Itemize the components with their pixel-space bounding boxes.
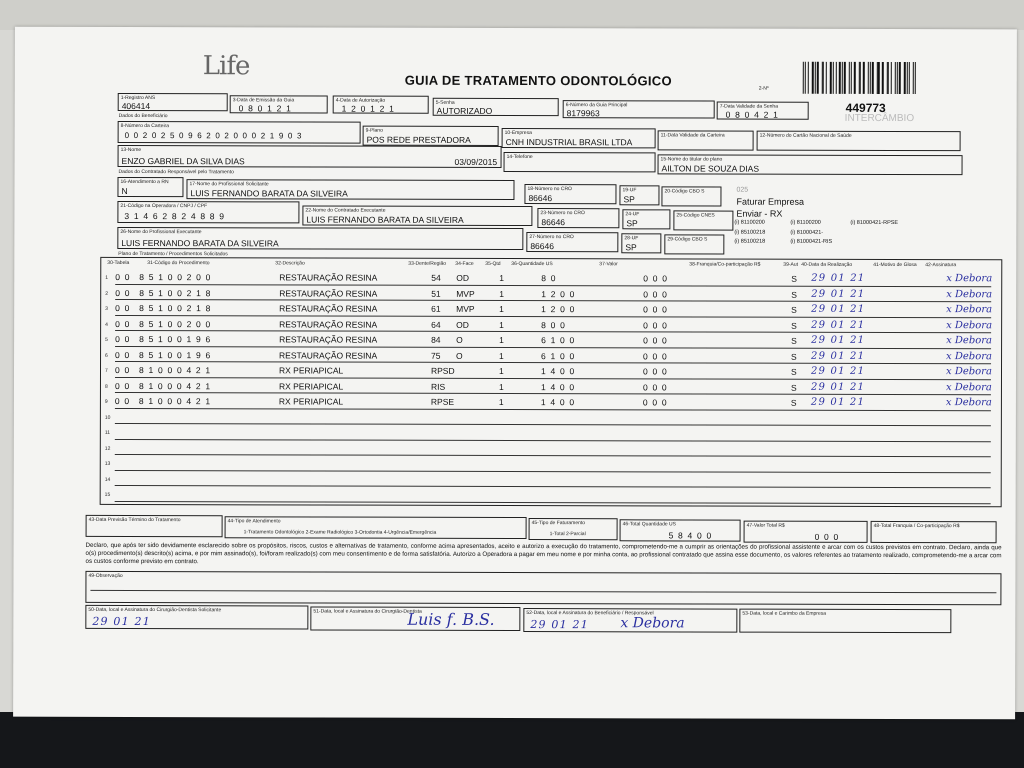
cell-code: 8 5 1 0 0 2 1 8 [139,303,212,314]
row-number: 14 [104,476,111,483]
field-plan-holder[interactable]: 15-Nome do titular do plano AILTON DE SOUZA DIAS [658,154,963,175]
cell-tooth: RPSE [430,396,455,407]
row-number: 8 [104,383,108,390]
field-password[interactable]: 5-Senha AUTORIZADO [433,98,559,116]
cell-table: 0 0 [115,333,131,344]
cell-desc: RX PERIAPICAL [278,365,344,376]
cell-code: 8 5 1 0 0 1 9 6 [139,349,212,360]
cell-sig: x Debora [945,366,992,378]
barcode-bar [891,62,892,94]
barcode-bar [915,62,916,94]
cell-tooth: 75 [431,350,441,361]
cell-us: 8 0 [541,273,557,284]
field-cro-requesting[interactable]: 18-Número no CRO 86646 [524,184,616,204]
cell-sig: x Debora [946,319,993,331]
section-contracted: Dados do Contratado Responsável pelo Tratamento [118,168,234,176]
cell-val: 0 0 0 [643,273,669,284]
barcode-bar [836,62,837,94]
barcode-bar [854,62,855,94]
cell-tooth: 54 [431,272,441,283]
cell-val: 0 0 0 [642,381,668,392]
intercambio-label: INTERCÂMBIO [844,112,915,125]
cell-tooth: 61 [431,303,441,314]
company-logo: Life [202,51,250,82]
cell-us: 6 1 0 0 [541,335,576,346]
barcode-bar [849,62,850,94]
cell-desc: RESTAURAÇÃO RESINA [279,318,378,330]
cell-date: 29 01 21 [811,334,866,346]
cell-table: 0 0 [115,271,131,282]
row-number: 15 [104,491,111,498]
field-total-value[interactable]: 47-Valor Total R$ 0 0 0 [744,521,868,543]
barcode-bar [839,62,840,94]
cell-desc: RESTAURAÇÃO RESINA [279,272,378,283]
row-number: 13 [104,460,111,467]
cell-val: 0 0 0 [643,304,669,315]
barcode-bar [814,62,815,94]
field-dentist-signature[interactable]: 51-Data, local e Assinatura do Cirurgião-Dentista Luis f. B.S. [310,606,520,631]
cell-date: 29 01 21 [811,303,866,315]
cell-date: 29 01 21 [811,288,866,300]
cell-code: 8 5 1 0 0 2 1 8 [139,287,212,298]
barcode-bar [851,62,852,94]
cell-val: 0 0 0 [643,350,668,361]
barcode-bar [869,62,870,94]
cell-aut: S [791,304,797,315]
row-underline [115,500,991,503]
cell-tooth: 51 [431,288,441,299]
background-top [0,0,1024,30]
field-requesting-professional[interactable]: 17-Nome do Profissional Solicitante LUIS FERNANDO BARATA DA SILVEIRA [186,179,514,200]
section-plan: Plano de Tratamento / Procedimentos Solicitados [118,250,228,258]
barcode-bar [823,62,824,94]
barcode-bar [842,62,843,94]
barcode-bar [858,62,859,94]
barcode-bar [805,62,806,94]
cell-desc: RESTAURAÇÃO RESINA [279,349,378,361]
field-end-date[interactable]: 43-Data Previsão Término do Tratamento [86,515,223,537]
cell-desc: RX PERIAPICAL [278,396,344,407]
row-number: 2 [105,290,108,297]
cell-date: 29 01 21 [810,381,866,393]
row-number: 7 [104,367,108,374]
cell-sig: x Debora [946,288,993,300]
field-name[interactable]: 13-Nome ENZO GABRIEL DA SILVA DIAS 03/09/2015 [118,145,502,168]
row-number: 9 [104,398,108,405]
cell-sig: x Debora [945,381,992,393]
cell-sig: x Debora [946,350,992,362]
row-number: 4 [105,321,108,328]
barcode-bar [895,62,896,94]
field-attendance-type[interactable]: 44-Tipo de Atendimento 1-Tratamento Odontológico 2-Exame Radiológico 3-Ortodontia 4-Urgência/Emergência [225,516,527,539]
field-uf-requesting[interactable]: 19-UF SP [619,185,659,205]
barcode-bar [821,62,822,94]
cell-aut: S [791,335,797,346]
row-number: 12 [104,445,111,452]
cell-face: O [456,350,463,361]
form-sheet [13,27,1017,720]
row-number: 6 [105,352,108,359]
cell-sig: x Debora [946,273,993,285]
barcode-bar [913,62,914,94]
cell-qty: 1 [499,303,504,314]
cell-face: OD [456,272,470,283]
cell-val: 0 0 0 [643,319,669,330]
field-cbo-requesting[interactable]: 20-Código CBO S [661,186,721,206]
billing-stamp: 025 Faturar Empresa Enviar - RX (i) 81100200 (i) 81100200 (i) 81000421-RPSE (i) 85100218 (i) 81000421- (i) 85100218 (i) 81000421-RIS [734,186,899,245]
field-company-stamp[interactable]: 53-Data, local e Carimbo da Empresa [739,609,951,634]
cell-code: 8 5 1 0 0 2 0 0 [139,318,212,329]
field-national-health-card[interactable]: 12-Número do Cartão Nacional de Saúde [757,131,961,152]
cell-table: 0 0 [114,395,131,406]
cell-table: 0 0 [115,302,131,313]
cell-us: 8 0 0 [541,319,567,330]
barcode-bar [803,62,804,94]
cell-us: 6 1 0 0 [541,350,576,361]
guide-number: 449773 [845,100,886,115]
declaration-text: Declaro, que após ter sido devidamente esclarecido sobre os propósitos, riscos, custos e alternativas de tratamento, conforme acima apresentados, aceito e autorizo a execução do tratamento, comprometendo-me a cumprir as orientações do profissional assistente e arcar com os custos previstos em contrato. Declaro, ainda que o(s) procedimento(s) descrito(s) acima, e por mim assinado(s), foi/foram realizado(s) com meu consentimento e de forma satisfatória. Autorizo a Operadora a pagar em meu nome e por minha conta, ao profissional contratado que assina esse documento, os valores referentes ao tratamento realizado, comprometendo-me a arcar com os custos conforme previsto em contrato. [85,541,1002,566]
cell-sig: x Debora [945,397,992,409]
barcode-bar [844,62,846,94]
field-cnes[interactable]: 25-Código CNES [673,210,733,230]
field-newborn[interactable]: 16-Atendimento a RN N [117,177,183,197]
barcode-bar [868,62,869,94]
cell-qty: 1 [499,272,504,283]
cell-face: OD [456,319,469,330]
section-beneficiary: Dados do Beneficiário [118,112,168,120]
cell-aut: S [790,397,797,408]
field-company[interactable]: 10-Empresa CNH INDUSTRIAL BRASIL LTDA [502,128,656,148]
barcode [803,62,918,94]
cell-us: 1 2 0 0 [541,288,576,299]
cell-aut: S [791,351,797,362]
barcode-bar [881,62,883,94]
cell-tooth: 64 [431,319,441,330]
background-desk [0,712,1024,768]
cell-face: MVP [456,303,475,314]
cell-qty: 1 [499,288,504,299]
barcode-bar [909,62,910,94]
barcode-bar [863,62,865,94]
barcode-bar [808,62,809,94]
barcode-bar [899,62,901,94]
cell-table: 0 0 [114,380,131,391]
cell-code: 8 5 1 0 0 1 9 6 [139,334,212,345]
barcode-bar [878,62,879,94]
cell-aut: S [790,366,797,377]
cell-us: 1 2 0 0 [541,304,576,315]
cell-val: 0 0 0 [643,335,669,346]
cell-tooth: RIS [430,381,446,392]
barcode-bar [860,62,861,94]
cell-code: 8 1 0 0 0 4 2 1 [138,365,212,376]
cell-code: 8 1 0 0 0 4 2 1 [138,380,212,391]
field-main-guide-number[interactable]: 6-Número da Guia Principal 8179963 [563,100,715,118]
barcode-bar [830,62,832,94]
cell-qty: 1 [499,334,504,345]
field-operator-code[interactable]: 21-Código na Operadora / CNPJ / CPF 3 1 4 6 2 8 2 4 8 8 9 [117,201,299,223]
cell-us: 1 4 0 0 [540,366,576,377]
cell-code: 8 5 1 0 0 2 0 0 [139,272,212,283]
row-number: 5 [105,336,108,343]
cell-qty: 1 [499,350,504,361]
field-total-franchise[interactable]: 48-Total Franquia / Co-participação R$ [871,521,997,543]
cell-aut: S [791,289,797,300]
field-executing-contractor[interactable]: 22-Nome do Contratado Executante LUIS FERNANDO BARATA DA SILVEIRA [302,205,532,226]
cell-table: 0 0 [115,349,131,360]
cell-face: O [456,334,463,345]
cell-qty: 1 [498,396,504,407]
cell-aut: S [791,273,797,284]
cell-qty: 1 [499,319,504,330]
cell-sig: x Debora [946,335,993,347]
cell-code: 8 1 0 0 0 4 2 1 [138,396,212,407]
barcode-bar [906,62,907,94]
field-observation[interactable]: 49-Observação [85,571,1001,605]
cell-qty: 1 [498,365,504,376]
cell-tooth: 84 [431,334,441,345]
field-card-number[interactable]: 8-Número da Carteira 0 0 2 0 2 5 0 9 6 2 0 2 0 0 0 2 1 9 0 3 [118,121,361,144]
cell-date: 29 01 21 [810,365,866,377]
field-cbo-professional[interactable]: 29-Código CBO S [664,234,724,254]
cell-desc: RESTAURAÇÃO RESINA [279,303,378,314]
cell-table: 0 0 [114,364,131,375]
field-ans-registry[interactable]: 1-Registro ANS 406414 [118,93,228,111]
cell-val: 0 0 0 [642,366,668,377]
field-card-validity[interactable]: 11-Data Validade da Carteira [658,130,754,150]
field-issue-date[interactable]: 3-Data de Emissão da Guia 0 8 0 1 2 1 [230,95,328,113]
field-plan[interactable]: 9-Plano POS REDE PRESTADORA [363,126,499,146]
field-beneficiary-signature[interactable]: 52-Data, local e Assinatura do Beneficiário / Responsável 29 01 21 x Debora [523,608,737,633]
cell-date: 29 01 21 [811,319,866,331]
cell-date: 29 01 21 [811,350,866,362]
row-number: 10 [104,414,111,421]
cell-desc: RESTAURAÇÃO RESINA [279,287,378,299]
procedures-table: 30-Tabela 31-Código do Procedimento 32-Descrição 33-Dente/Região 34-Face 35-Qtd 36-Quantidade US 37-Valor 38-Franquia/Co-participação R$ 39-Aut 40-Data da Realização 41-Motivo de Glosa 42-Assinatura 1 0 0 8 5 1 0 0 2 0 0 RESTAURAÇÃO RESINA 54 OD 1 8 0 0 0 0 S 29 01 21 x Debora 2 0 0 8 5 1 0 0 2 1 8 RESTAURAÇÃO RESINA 51 MVP 1 1 2 0 0 0 0 0 S 29 01 21 x Debora 3 0 0 8 5 1 0 0 2 1 8 RESTAURAÇÃO RESINA 61 MVP 1 1 2 0 0 0 0 0 S 29 01 21 x Debora 4 0 0 8 5 1 0 0 2 0 0 RESTAURAÇÃO RESINA 64 OD 1 8 0 0 0 0 0 S 29 01 21 x Debora 5 0 0 8 5 1 0 0 1 9 6 RESTAURAÇÃO RESINA 84 O 1 6 1 0 0 0 0 0 S 29 01 21 x Debora 6 0 0 8 5 1 0 0 1 9 6 RESTAURAÇÃO RESINA 75 O 1 6 1 0 0 0 0 0 S 29 01 21 x Debora 7 0 0 8 1 0 0 0 4 2 1 RX PERIAPICAL RPSD 1 1 4 0 0 0 0 0 S 29 01 21 x Debora 8 0 0 8 1 0 0 0 4 2 1 RX PERIAPICAL RIS 1 1 4 0 0 0 0 0 S 29 01 21 x Debora 9 0 0 8 1 0 0 0 4 2 1 RX PERIAPICAL RPSE 1 1 4 0 0 0 0 0 S 29 01 21 x Debora 10 11 12 13 14 15 [100,257,1003,507]
row-number: 11 [104,429,111,436]
row-number: 1 [105,274,109,281]
birth-date: 03/09/2015 [454,156,498,167]
barcode-bar [817,62,818,94]
page-marker: 2-Nº [758,85,769,92]
field-executing-professional[interactable]: 26-Nome do Profissional Executante LUIS FERNANDO BARATA DA SILVEIRA [117,227,523,250]
dentist-signature: Luis f. B.S. [407,609,495,629]
field-billing-type[interactable]: 45-Tipo de Faturamento 1-Total 2-Parcial [529,518,618,540]
cell-sig: x Debora [946,304,993,316]
cell-us: 1 4 0 0 [540,397,576,408]
field-phone[interactable]: 14-Telefone [504,152,656,172]
barcode-bar [811,62,813,94]
cell-desc: RESTAURAÇÃO RESINA [279,334,378,345]
barcode-bar [876,62,877,94]
barcode-bar [888,62,889,94]
barcode-bar [904,62,905,94]
cell-qty: 1 [498,381,504,392]
cell-us: 1 4 0 0 [540,381,576,392]
barcode-bar [833,62,834,94]
field-cro-professional[interactable]: 27-Número no CRO 86646 [526,232,618,252]
cell-aut: S [790,382,797,393]
row-number: 3 [105,305,108,312]
field-password-validity[interactable]: 7-Data Validade da Senha 0 8 0 4 2 1 [717,102,809,120]
field-requesting-dentist-signature[interactable]: 50-Data, local e Assinatura do Cirurgião-Dentista Solicitante 29 01 21 [85,605,308,630]
field-authorization-date[interactable]: 4-Data de Autorização 1 2 0 1 2 1 [333,96,429,114]
cell-table: 0 0 [115,318,131,329]
cell-desc: RX PERIAPICAL [278,380,344,392]
cell-val: 0 0 0 [643,288,669,299]
barcode-bar [872,62,873,94]
field-uf-professional[interactable]: 28-UF SP [621,233,661,253]
procedure-row[interactable] [101,487,1001,505]
barcode-bar [897,62,898,94]
cell-tooth: RPSD [430,365,455,376]
cell-aut: S [791,320,797,331]
cell-date: 29 01 21 [810,396,866,408]
field-cro-executing[interactable]: 23-Número no CRO 86646 [537,208,619,228]
beneficiary-signature: x Debora [620,615,685,632]
page-title: GUIA DE TRATAMENTO ODONTOLÓGICO [404,72,672,89]
cell-table: 0 0 [115,287,131,298]
barcode-bar [826,62,827,94]
field-uf-executing[interactable]: 24-UF SP [622,209,670,229]
cell-face: MVP [456,288,475,299]
cell-val: 0 0 0 [642,397,668,408]
field-total-us[interactable]: 46-Total Quantidade US 5 8 4 0 0 [620,519,741,541]
barcode-bar [886,62,887,94]
cell-date: 29 01 21 [811,272,866,284]
